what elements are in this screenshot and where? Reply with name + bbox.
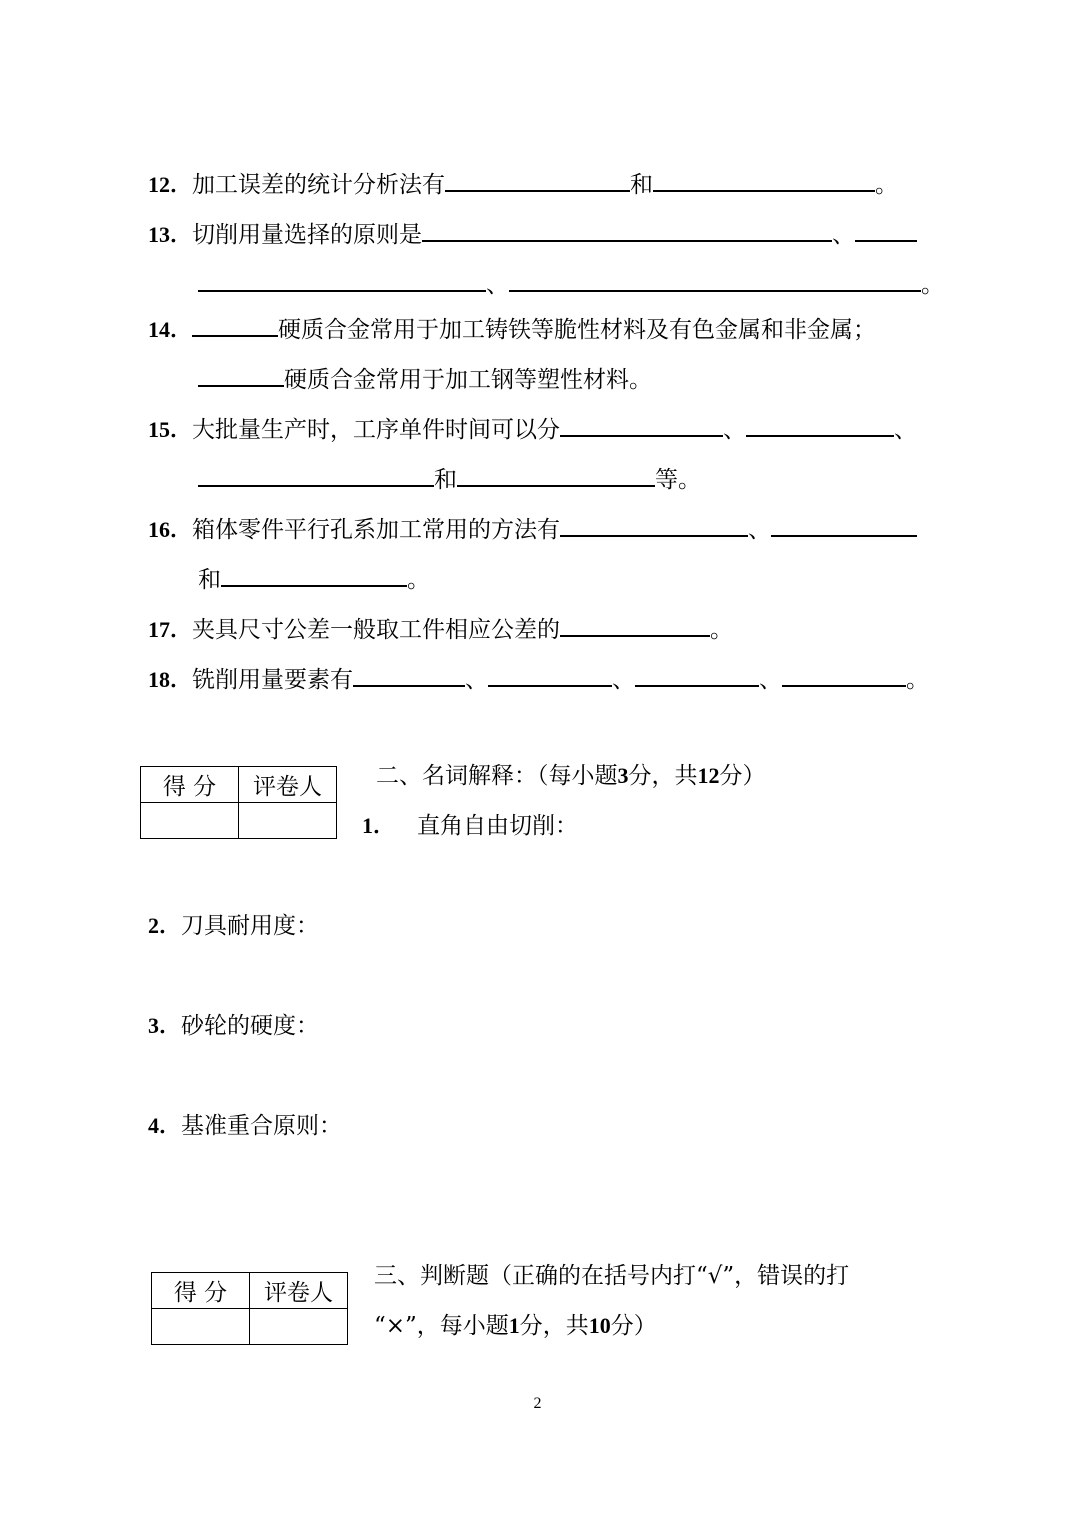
separator: 、 [486,272,509,298]
section-3-title-cont: “×”，每小题1分，共10分） [374,1313,657,1339]
question-number: 16． [148,517,193,542]
page-number: 2 [533,1395,542,1412]
score-header: 得 分 [152,1273,250,1309]
question-number: 17． [148,617,193,642]
question-text: 切削用量选择的原则是 [192,222,423,248]
separator: 、 [465,667,489,693]
item-number: 1． [362,813,396,838]
question-13 [148,216,917,250]
question-text: 大批量生产时，工序单件时间可以分 [192,417,561,443]
question-text: 硬质合金常用于加工铸铁等脆性材料及有色金属和非金属； [278,317,877,343]
question-text: 硬质合金常用于加工钢等塑性材料。 [284,367,652,393]
question-15-cont [198,461,701,495]
answer-blank[interactable] [192,311,278,337]
question-16 [148,511,917,545]
item-text: 刀具耐用度： [181,913,320,939]
answer-blank[interactable] [198,461,434,487]
question-text: 和 [630,172,654,198]
question-text: 和 [434,467,457,493]
separator: 、 [748,517,772,543]
question-14 [148,311,876,345]
answer-blank[interactable] [560,511,748,537]
question-15 [148,411,917,445]
answer-blank[interactable] [445,166,630,192]
question-number: 12． [148,172,193,197]
item-text: 砂轮的硬度： [181,1013,320,1039]
grader-cell[interactable] [250,1309,348,1345]
grader-header: 评卷人 [239,767,337,803]
question-text: 和 [198,567,221,593]
answer-blank[interactable] [560,411,723,437]
question-end: 。 [906,667,930,693]
question-end: 。 [407,567,430,593]
item-number: 3． [148,1013,182,1038]
separator: 、 [894,417,918,443]
separator: 、 [832,222,856,248]
answer-blank[interactable] [422,216,832,242]
item-number: 2． [148,913,182,938]
score-cell[interactable] [141,803,239,839]
question-17 [148,611,733,645]
question-number: 13． [148,222,193,247]
definition-item [362,811,578,841]
question-end: 等。 [655,467,701,493]
answer-blank[interactable] [653,166,875,192]
answer-blank[interactable] [198,266,486,292]
separator: 、 [759,667,783,693]
question-end: 。 [875,172,899,198]
question-13-cont [198,266,944,300]
score-table [151,1272,348,1345]
score-header: 得 分 [141,767,239,803]
definition-item [148,911,319,941]
answer-blank[interactable] [353,661,465,687]
definition-item [148,1111,342,1141]
question-number: 15． [148,417,193,442]
answer-blank[interactable] [635,661,759,687]
answer-blank[interactable] [746,411,894,437]
definition-item [148,1011,319,1041]
question-number: 14． [148,317,193,342]
answer-blank[interactable] [221,561,407,587]
question-text: 铣削用量要素有 [192,667,354,693]
score-table [140,766,337,839]
separator: 、 [723,417,747,443]
separator: 、 [612,667,636,693]
answer-blank[interactable] [198,361,284,387]
item-text: 直角自由切削： [417,813,579,839]
grader-cell[interactable] [239,803,337,839]
answer-blank[interactable] [855,216,917,242]
question-end: 。 [710,617,734,643]
question-text: 加工误差的统计分析法有 [192,172,446,198]
item-text: 基准重合原则： [181,1113,343,1139]
section-3-title: 三、判断题（正确的在括号内打“√”，错误的打 [374,1263,850,1289]
answer-blank[interactable] [771,511,917,537]
score-cell[interactable] [152,1309,250,1345]
question-end: 。 [921,272,944,298]
question-text: 夹具尺寸公差一般取工件相应公差的 [192,617,561,643]
question-text: 箱体零件平行孔系加工常用的方法有 [192,517,561,543]
section-2-title: 二、名词解释：（每小题3分，共12分） [376,763,766,789]
question-number: 18． [148,667,193,692]
item-number: 4． [148,1113,182,1138]
question-14-cont [198,361,652,395]
answer-blank[interactable] [488,661,612,687]
answer-blank[interactable] [509,266,921,292]
answer-blank[interactable] [457,461,655,487]
answer-blank[interactable] [560,611,710,637]
question-12 [148,166,898,200]
grader-header: 评卷人 [250,1273,348,1309]
answer-blank[interactable] [782,661,906,687]
question-16-cont [198,561,430,595]
question-18 [148,661,929,695]
